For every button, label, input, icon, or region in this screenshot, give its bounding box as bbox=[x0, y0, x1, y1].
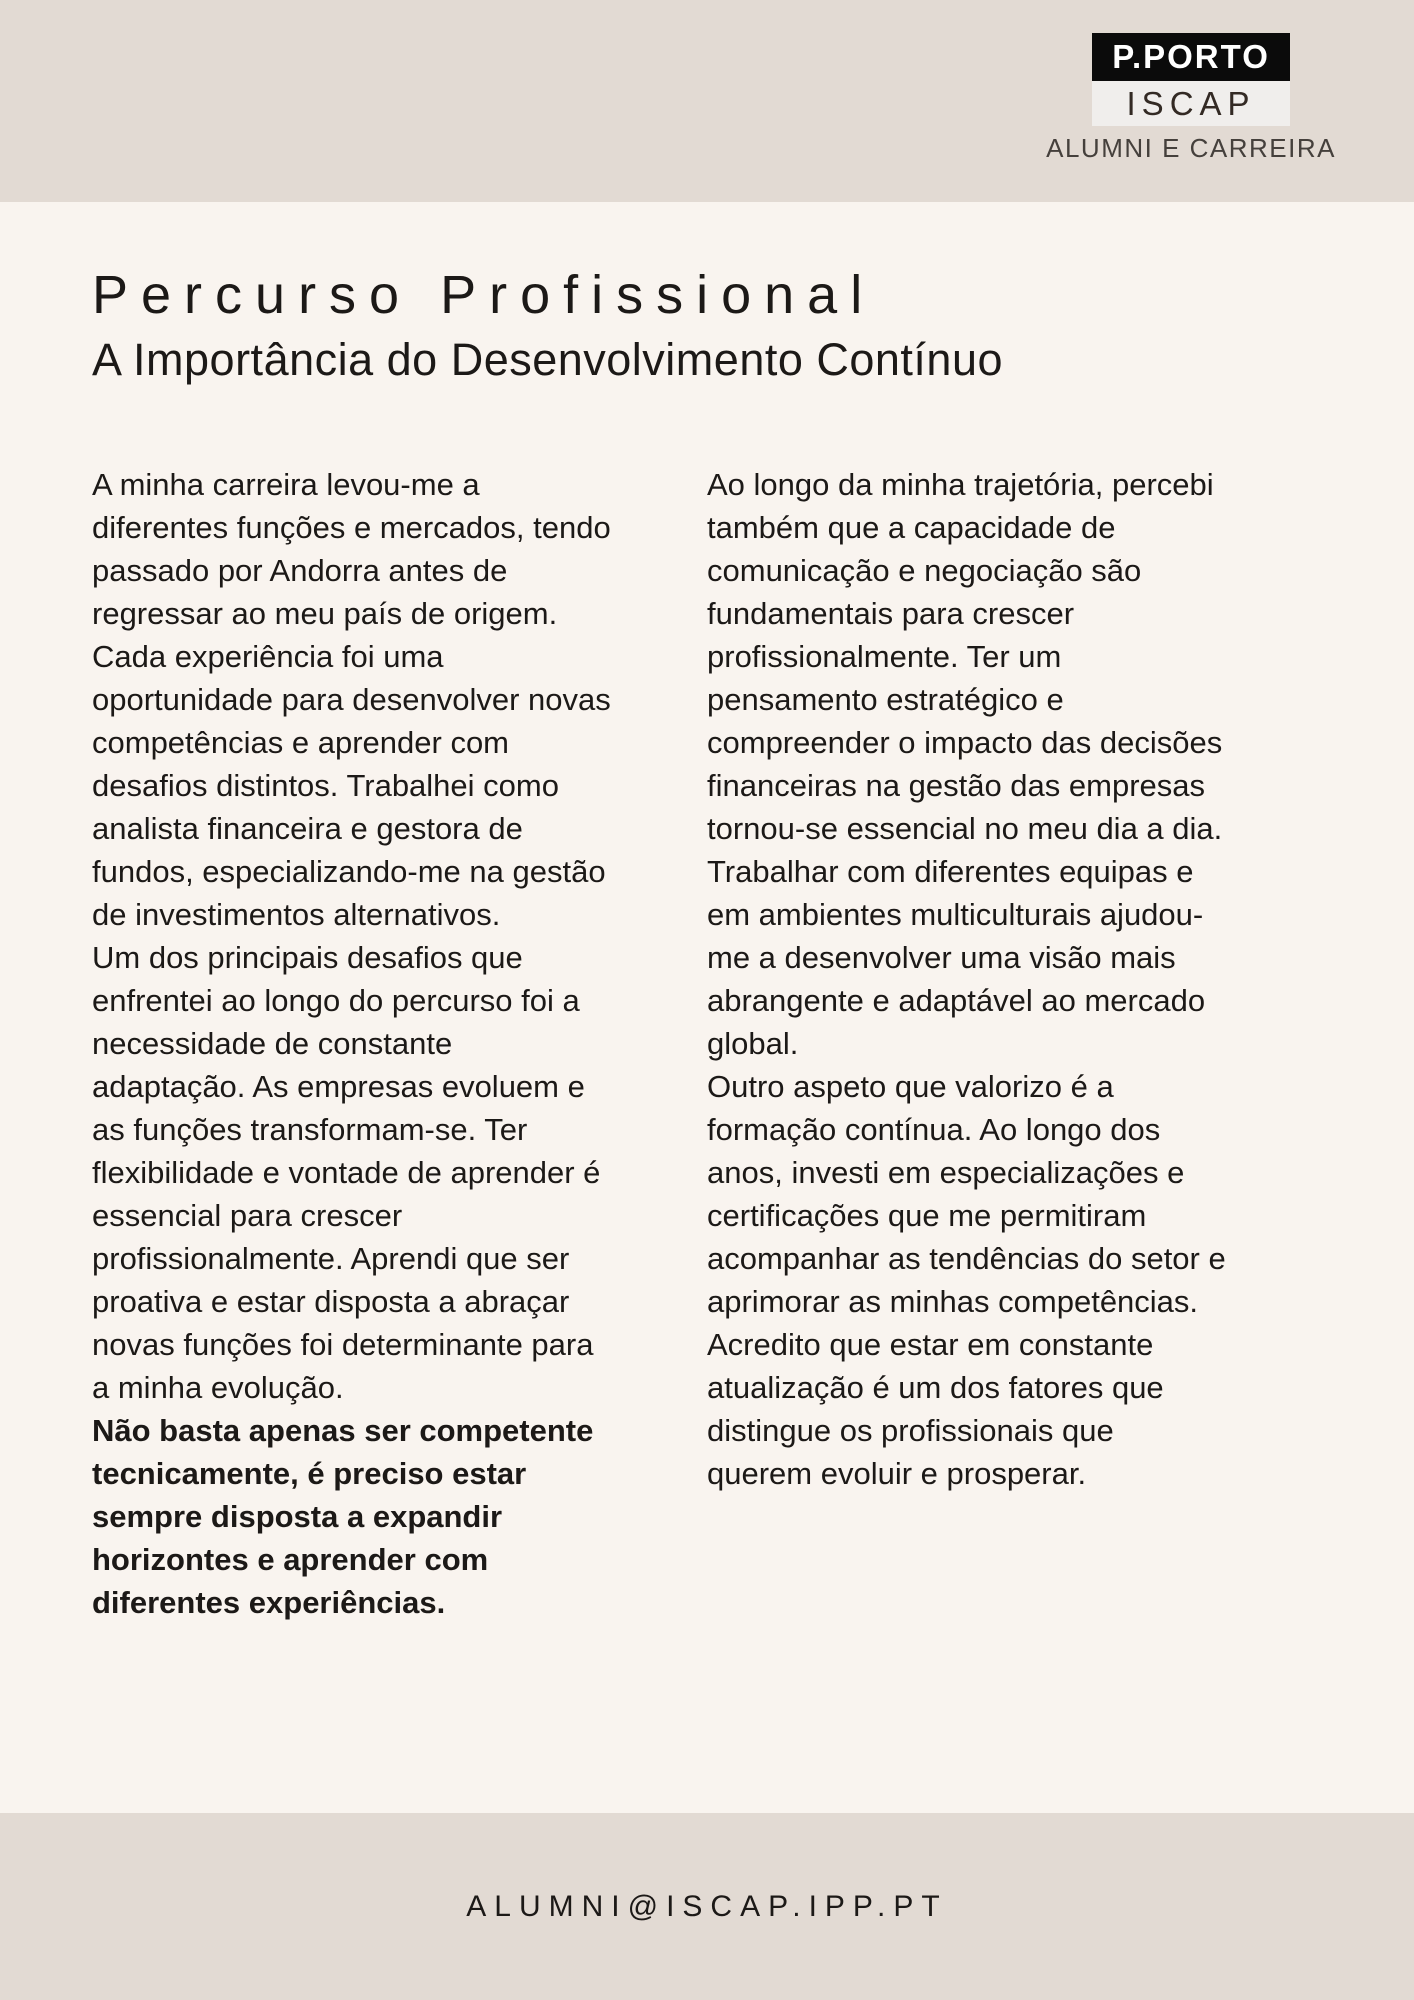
logo-brand-box bbox=[1092, 33, 1290, 81]
article-column-left bbox=[92, 463, 612, 1624]
logo-school-box bbox=[1092, 81, 1290, 126]
logo-tagline-text: ALUMNI E CARREIRA bbox=[1046, 133, 1336, 163]
paragraph-left-1: A minha carreira levou-me a diferentes funções e mercados, tendo passado por Andorra antes de regressar ao meu país de origem. Cada experiência foi uma oportunidade para desenvolver novas competências e aprender com desafios distintos. Trabalhei como analista financeira e gestora de fundos, especializando-me na gestão de investimentos alternativos. bbox=[92, 467, 611, 933]
header-band bbox=[0, 0, 1414, 202]
paragraph-right-1: Ao longo da minha trajetória, percebi também que a capacidade de comunicação e negociação são fundamentais para crescer profissionalmente. Ter um pensamento estratégico e compreender o impacto das decisões financeiras na gestão das empresas tornou-se essencial no meu dia a dia. Trabalhar com diferentes equipas e em ambientes multiculturais ajudou-me a desenvolver uma visão mais abrangente e adaptável ao mercado global. bbox=[707, 467, 1223, 1062]
paragraph-left-3-bold: Não basta apenas ser competente tecnicamente, é preciso estar sempre disposta a expandir horizontes e aprender com diferentes experiências. bbox=[92, 1413, 594, 1621]
paragraph-left-2: Um dos principais desafios que enfrentei ao longo do percurso foi a necessidade de constante adaptação. As empresas evoluem e as funções transformam-se. Ter flexibilidade e vontade de aprender é essencial para crescer profissionalmente. Aprendi que ser proativa e estar disposta a abraçar novas funções foi determinante para a minha evolução. bbox=[92, 940, 601, 1406]
footer-email-text: ALUMNI@ISCAP.IPP.PT bbox=[466, 1889, 948, 1923]
footer-band bbox=[0, 1813, 1414, 2000]
article-column-right bbox=[707, 463, 1227, 1624]
article-content bbox=[0, 202, 1414, 1813]
logo-brand-text: P.PORTO bbox=[1112, 38, 1270, 75]
logo-school-text: ISCAP bbox=[1126, 84, 1256, 122]
paragraph-right-2: Outro aspeto que valorizo é a formação contínua. Ao longo dos anos, investi em especializações e certificações que me permitiram acompanhar as tendências do setor e aprimorar as minhas competências. bbox=[707, 1069, 1226, 1320]
page-subtitle: A Importância do Desenvolvimento Contínuo bbox=[92, 334, 1004, 385]
two-column-text bbox=[92, 463, 1354, 1624]
paragraph-right-3: Acredito que estar em constante atualização é um dos fatores que distingue os profissionais que querem evoluir e prosperar. bbox=[707, 1327, 1164, 1492]
page-title: Percurso Profissional bbox=[92, 265, 876, 325]
pporto-iscap-logo bbox=[1046, 33, 1336, 164]
